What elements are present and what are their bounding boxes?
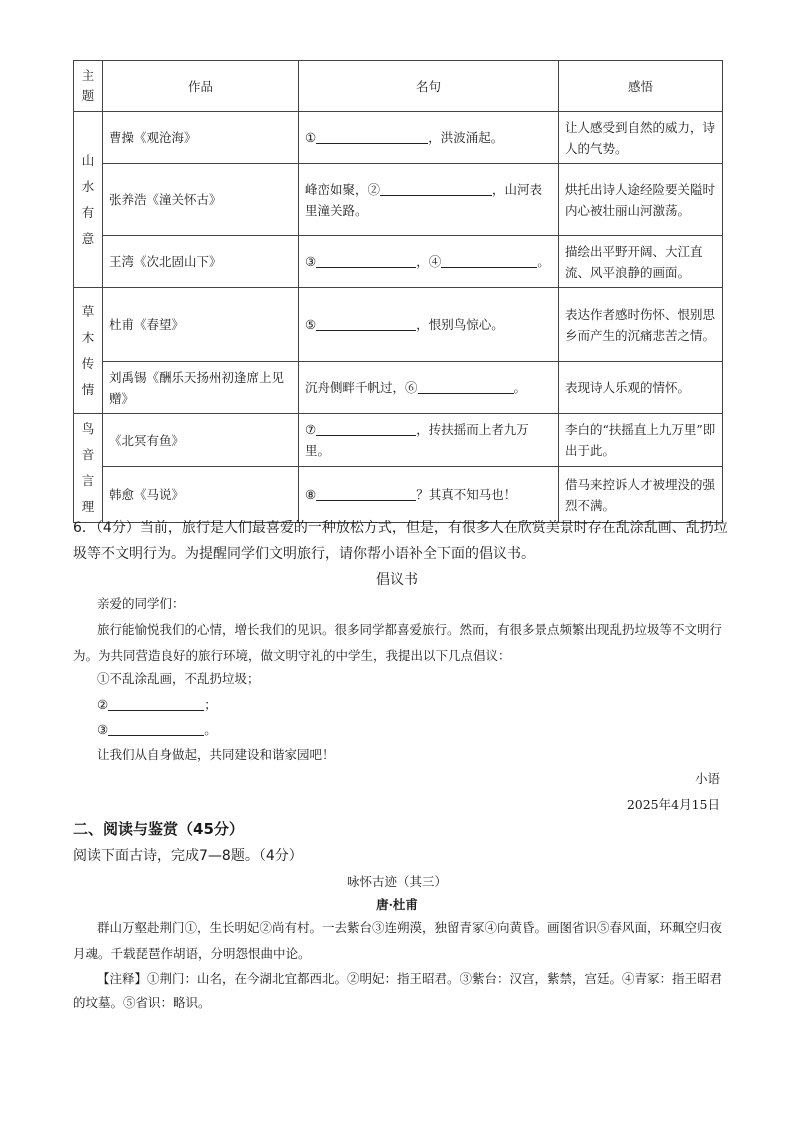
table-row xyxy=(74,288,723,362)
line-cell: ③ ，④ 。 xyxy=(299,236,559,288)
proposal-closing: 让我们从自身做起，共同建设和谐家园吧！ xyxy=(97,747,335,762)
table-row xyxy=(74,112,723,164)
answer-blank[interactable] xyxy=(316,129,428,144)
answer-blank[interactable] xyxy=(418,379,514,394)
work-cell: 王湾《次北固山下》 xyxy=(103,236,299,288)
proposal-item-2: ② ； xyxy=(97,697,217,712)
work-cell: 刘禹锡《酬乐天扬州初逢席上见赠》 xyxy=(103,362,299,414)
theme-cell: 草木传情 xyxy=(74,288,103,414)
line-cell: ⑧ ？其真不知马也！ xyxy=(299,467,559,523)
answer-blank[interactable] xyxy=(380,181,492,196)
proposal-date: 2025年4月15日 xyxy=(626,797,720,812)
theme-cell: 山水有意 xyxy=(74,112,103,288)
work-cell: 张养浩《潼关怀古》 xyxy=(103,164,299,236)
question-6-stem: 6．（4分）当前，旅行是人们最喜爱的一种放松方式，但是，有很多人在欣赏美景时存在乱涂乱画、乱扔垃圾等不文明行为。为提醒同学们文明旅行，请你帮小语补全下面的倡议书。 xyxy=(73,520,728,562)
work-cell: 杜甫《春望》 xyxy=(103,288,299,362)
feel-cell: 描绘出平野开阔、大江直流、风平浪静的画面。 xyxy=(559,236,723,288)
line-cell: ① ，洪波涌起。 xyxy=(299,112,559,164)
answer-blank[interactable] xyxy=(316,253,416,268)
table-row xyxy=(74,362,723,414)
poem-lines-table xyxy=(73,60,723,523)
line-cell: 沉舟侧畔千帆过，⑥ 。 xyxy=(299,362,559,414)
feel-cell: 借马来控诉人才被埋没的强烈不满。 xyxy=(559,467,723,523)
reading-instruction: 阅读下面古诗，完成7—8题。（4分） xyxy=(73,848,303,864)
table-row xyxy=(74,164,723,236)
proposal-item-1: ①不乱涂乱画，不乱扔垃圾； xyxy=(97,671,260,686)
section-2-title: 二、阅读与鉴赏（45分） xyxy=(73,820,244,838)
poem-title: 咏怀古迹（其三） xyxy=(346,874,447,889)
proposal-item-3: ③ 。 xyxy=(97,722,217,737)
header-feel: 感悟 xyxy=(559,61,723,112)
table-row xyxy=(74,414,723,467)
line-cell: ⑦ ，抟扶摇而上者九万里。 xyxy=(299,414,559,467)
header-work: 作品 xyxy=(103,61,299,112)
answer-blank[interactable] xyxy=(316,421,416,436)
answer-blank[interactable] xyxy=(108,696,204,711)
poem-notes: 【注释】①荆门：山名，在今湖北宜都西北。②明妃：指王昭君。③紫台：汉宫，紫禁，宫廷。④青冢：指王昭君的坟墓。⑤省识：略识。 xyxy=(73,971,723,1010)
table-row xyxy=(74,236,723,288)
header-theme: 主题 xyxy=(74,61,103,112)
work-cell: 《北冥有鱼》 xyxy=(103,414,299,467)
proposal-body: 旅行能愉悦我们的心情，增长我们的见识。很多同学都喜爱旅行。然而，有很多景点频繁出现乱扔垃圾等不文明行为。为共同营造良好的旅行环境，做文明守礼的中学生，我提出以下几点倡议： xyxy=(73,622,723,663)
answer-blank[interactable] xyxy=(441,253,537,268)
proposal-title: 倡议书 xyxy=(376,572,418,588)
answer-blank[interactable] xyxy=(108,721,204,736)
feel-cell: 烘托出诗人途经险要关隘时内心被壮丽山河激荡。 xyxy=(559,164,723,236)
answer-blank[interactable] xyxy=(316,486,416,501)
theme-cell: 鸟音言理 xyxy=(74,414,103,523)
feel-cell: 表现诗人乐观的情怀。 xyxy=(559,362,723,414)
line-cell: ⑤ ，恨别鸟惊心。 xyxy=(299,288,559,362)
line-cell: 峰峦如聚，② ，山河表里潼关路。 xyxy=(299,164,559,236)
proposal-greeting: 亲爱的同学们： xyxy=(97,596,185,611)
poem-author: 唐·杜甫 xyxy=(376,897,418,912)
feel-cell: 让人感受到自然的威力，诗人的气势。 xyxy=(559,112,723,164)
proposal-signer: 小语 xyxy=(694,771,720,786)
work-cell: 韩愈《马说》 xyxy=(103,467,299,523)
work-cell: 曹操《观沧海》 xyxy=(103,112,299,164)
header-line: 名句 xyxy=(299,61,559,112)
answer-blank[interactable] xyxy=(316,316,416,331)
table-header-row xyxy=(74,61,723,112)
feel-cell: 李白的“扶摇直上九万里”即出于此。 xyxy=(559,414,723,467)
poem-text: 群山万壑赴荆门①，生长明妃②尚有村。一去紫台③连朔漠，独留青冢④向黄昏。画图省识⑤春风面，环珮空归夜月魂。千载琵琶作胡语，分明怨恨曲中论。 xyxy=(73,920,723,961)
feel-cell: 表达作者感时伤怀、恨别思乡而产生的沉痛悲苦之情。 xyxy=(559,288,723,362)
